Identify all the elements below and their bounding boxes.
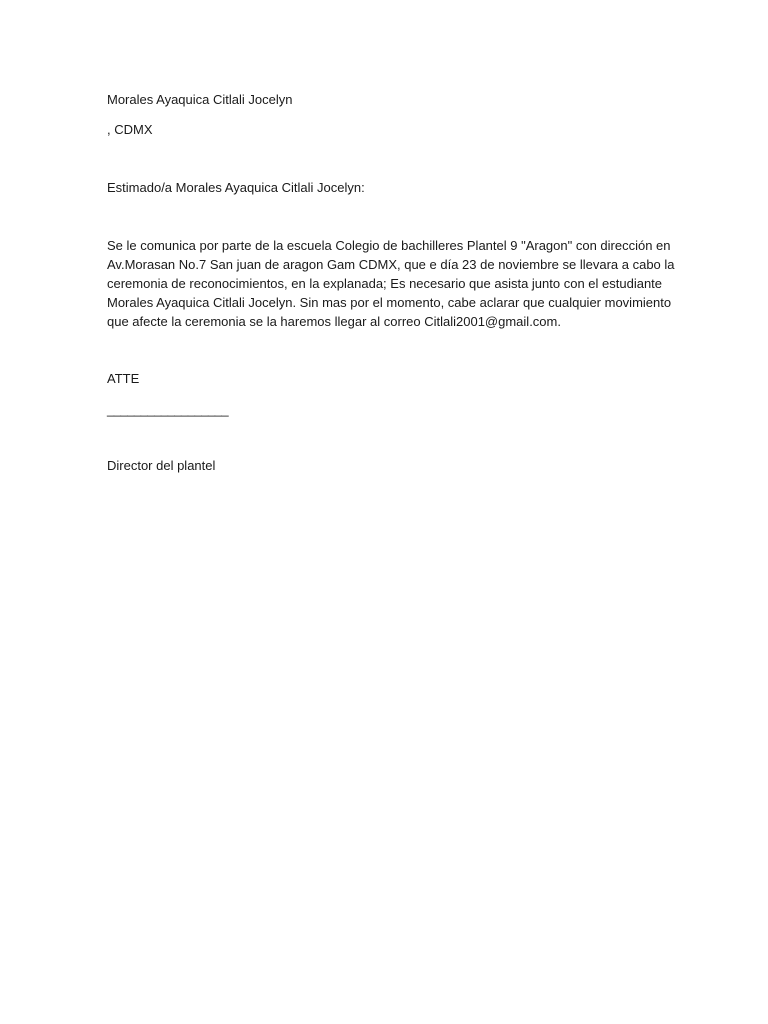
recipient-name: Morales Ayaquica Citlali Jocelyn (107, 92, 293, 107)
closing: ATTE (107, 371, 140, 386)
body-line: ceremonia de reconocimientos, en la explanada; Es necesario que asista junto con el estudiante (107, 276, 663, 291)
recipient-city: , CDMX (107, 122, 153, 137)
salutation: Estimado/a Morales Ayaquica Citlali Jocelyn: (107, 180, 365, 195)
signer-title: Director del plantel (107, 458, 216, 473)
body-line: que afecte la ceremonia se la haremos llegar al correo Citlali2001@gmail.com. (107, 314, 561, 329)
body-line: Morales Ayaquica Citlali Jocelyn. Sin mas por el momento, cabe aclarar que cualquier movimiento (107, 295, 672, 310)
letter-body (107, 236, 675, 331)
body-line: Av.Morasan No.7 San juan de aragon Gam CDMX, que e día 23 de noviembre se llevara a cabo la (107, 257, 675, 272)
body-line: Se le comunica por parte de la escuela Colegio de bachilleres Plantel 9 "Aragon" con dirección en (107, 238, 671, 253)
signature-line: __________________ (107, 402, 229, 417)
